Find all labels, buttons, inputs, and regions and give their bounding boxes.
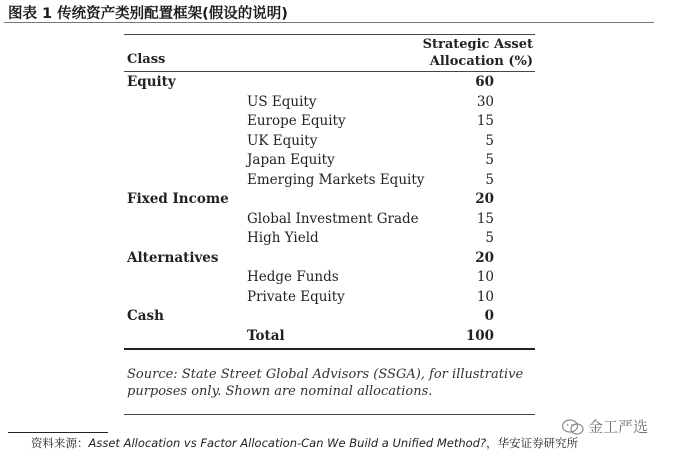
subclass-row	[0, 172, 680, 191]
allocation-value: 0	[484, 308, 494, 324]
table-bottom-rule	[124, 348, 535, 350]
header-allocation-line1: Strategic Asset	[422, 37, 533, 52]
header-class: Class	[127, 52, 166, 67]
class-row	[0, 191, 680, 210]
allocation-value: 60	[475, 74, 494, 90]
allocation-value: 30	[476, 93, 494, 110]
subclass-row	[0, 230, 680, 249]
source-rule	[124, 414, 535, 415]
allocation-value: 20	[475, 249, 494, 266]
wechat-icon	[562, 419, 584, 435]
allocation-value: 15	[476, 210, 494, 227]
footer-institute: ，华安证券研究所	[486, 436, 579, 450]
subclass-row	[0, 94, 680, 113]
subclass-row	[0, 211, 680, 230]
class-row	[0, 308, 680, 327]
total-value: 100	[465, 328, 494, 344]
allocation-value: 10	[476, 288, 494, 305]
subclass-label: UK Equity	[247, 132, 318, 149]
watermark-text: 金工严选	[588, 418, 649, 436]
subclass-label: Emerging Markets Equity	[247, 171, 425, 188]
header-allocation	[420, 36, 533, 70]
title-divider	[4, 22, 654, 23]
allocation-value: 20	[475, 191, 494, 207]
allocation-value: 15	[476, 113, 494, 129]
allocation-value: 5	[485, 230, 494, 246]
figure-title: 图表 1 传统资产类别配置框架(假设的说明)	[8, 6, 288, 22]
subclass-row	[0, 269, 680, 288]
table-top-rule	[124, 34, 535, 35]
class-label: Alternatives	[127, 249, 219, 266]
allocation-value: 5	[485, 132, 494, 149]
subclass-row	[0, 152, 680, 171]
source-note: Source: State Street Global Advisors (SSGA), for illustrative purposes only. Shown are nominal allocations.	[127, 367, 524, 399]
subclass-label: Global Investment Grade	[247, 210, 419, 227]
total-row	[0, 328, 680, 347]
subclass-label: Japan Equity	[247, 152, 335, 168]
subclass-label: Hedge Funds	[247, 269, 339, 285]
footer-label: 资料来源：	[31, 436, 89, 450]
class-row	[0, 74, 680, 93]
subclass-row	[0, 289, 680, 308]
subclass-label: Europe Equity	[247, 113, 346, 129]
subclass-row	[0, 113, 680, 132]
subclass-label: US Equity	[247, 93, 317, 110]
class-label: Cash	[127, 308, 164, 324]
subclass-label: Private Equity	[247, 288, 345, 305]
header-allocation-line2: Allocation (%)	[429, 54, 533, 69]
class-label: Equity	[127, 74, 176, 90]
footer-reference: Asset Allocation vs Factor Allocation-Can We Build a Unified Method?	[88, 436, 487, 450]
allocation-value: 5	[485, 152, 494, 168]
header-rule	[124, 71, 535, 72]
subclass-label: High Yield	[247, 230, 319, 246]
footer-rule	[8, 432, 108, 433]
class-row	[0, 250, 680, 269]
subclass-row	[0, 133, 680, 152]
watermark	[562, 416, 648, 437]
allocation-value: 5	[485, 171, 494, 188]
footer-source	[31, 435, 578, 451]
class-label: Fixed Income	[127, 191, 229, 207]
allocation-value: 10	[476, 269, 494, 285]
total-label: Total	[247, 328, 285, 344]
